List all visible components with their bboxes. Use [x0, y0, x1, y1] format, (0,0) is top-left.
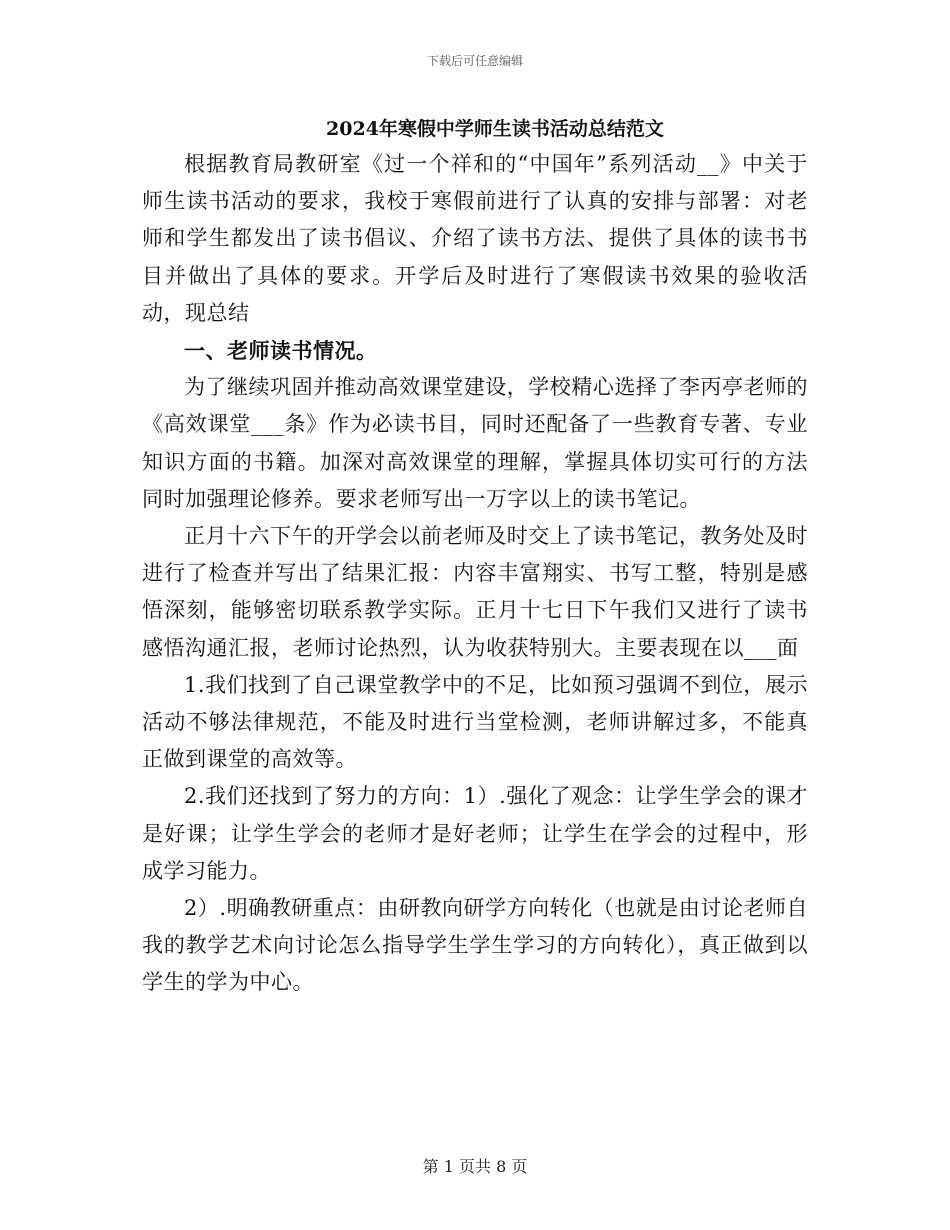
paragraph-reading-requirement: 为了继续巩固并推动高效课堂建设，学校精心选择了李丙亭老师的《高效课堂___条》作为必读书目，同时还配备了一些教育专著、专业知识方面的书籍。加深对高效课堂的理解，掌握具体切实可行的方法同时加强理论修养。要求老师写出一万字以上的读书笔记。	[142, 375, 808, 511]
document-body	[142, 112, 808, 1002]
page-number: 第 1 页共 8 页	[422, 1157, 528, 1176]
paragraph-intro: 根据教育局教研室《过一个祥和的“中国年”系列活动__》中关于师生读书活动的要求，我校于寒假前进行了认真的安排与部署：对老师和学生都发出了读书倡议、介绍了读书方法、提供了具体的读书书目并做出了具体的要求。开学后及时进行了寒假读书效果的验收活动，现总结	[142, 152, 808, 325]
paragraph-point-2: 2.我们还找到了努力的方向：1）.强化了观念：让学生学会的课才是好课；让学生学会的老师才是好老师；让学生在学会的过程中，形成学习能力。	[142, 784, 808, 883]
paragraph-reading-review: 正月十六下午的开学会以前老师及时交上了读书笔记，教务处及时进行了检查并写出了结果汇报：内容丰富翔实、书写工整，特别是感悟深刻，能够密切联系教学实际。正月十七日下午我们又进行了读书感悟沟通汇报，老师讨论热烈，认为收获特别大。主要表现在以___面	[142, 524, 808, 660]
page-header-note: 下载后可任意编辑	[426, 54, 523, 68]
paragraph-point-1: 1.我们找到了自己课堂教学中的不足，比如预习强调不到位，展示活动不够法律规范，不能及时进行当堂检测，老师讲解过多，不能真正做到课堂的高效等。	[142, 672, 808, 772]
paragraph-point-2-sub: 2）.明确教研重点：由研教向研学方向转化（也就是由讨论老师自我的教学艺术向讨论怎么指导学生学生学习的方向转化），真正做到以学生的学为中心。	[142, 896, 808, 995]
section-heading-teacher-reading: 一、老师读书情况。	[184, 338, 378, 364]
document-title: 2024年寒假中学师生读书活动总结范文	[326, 118, 664, 140]
